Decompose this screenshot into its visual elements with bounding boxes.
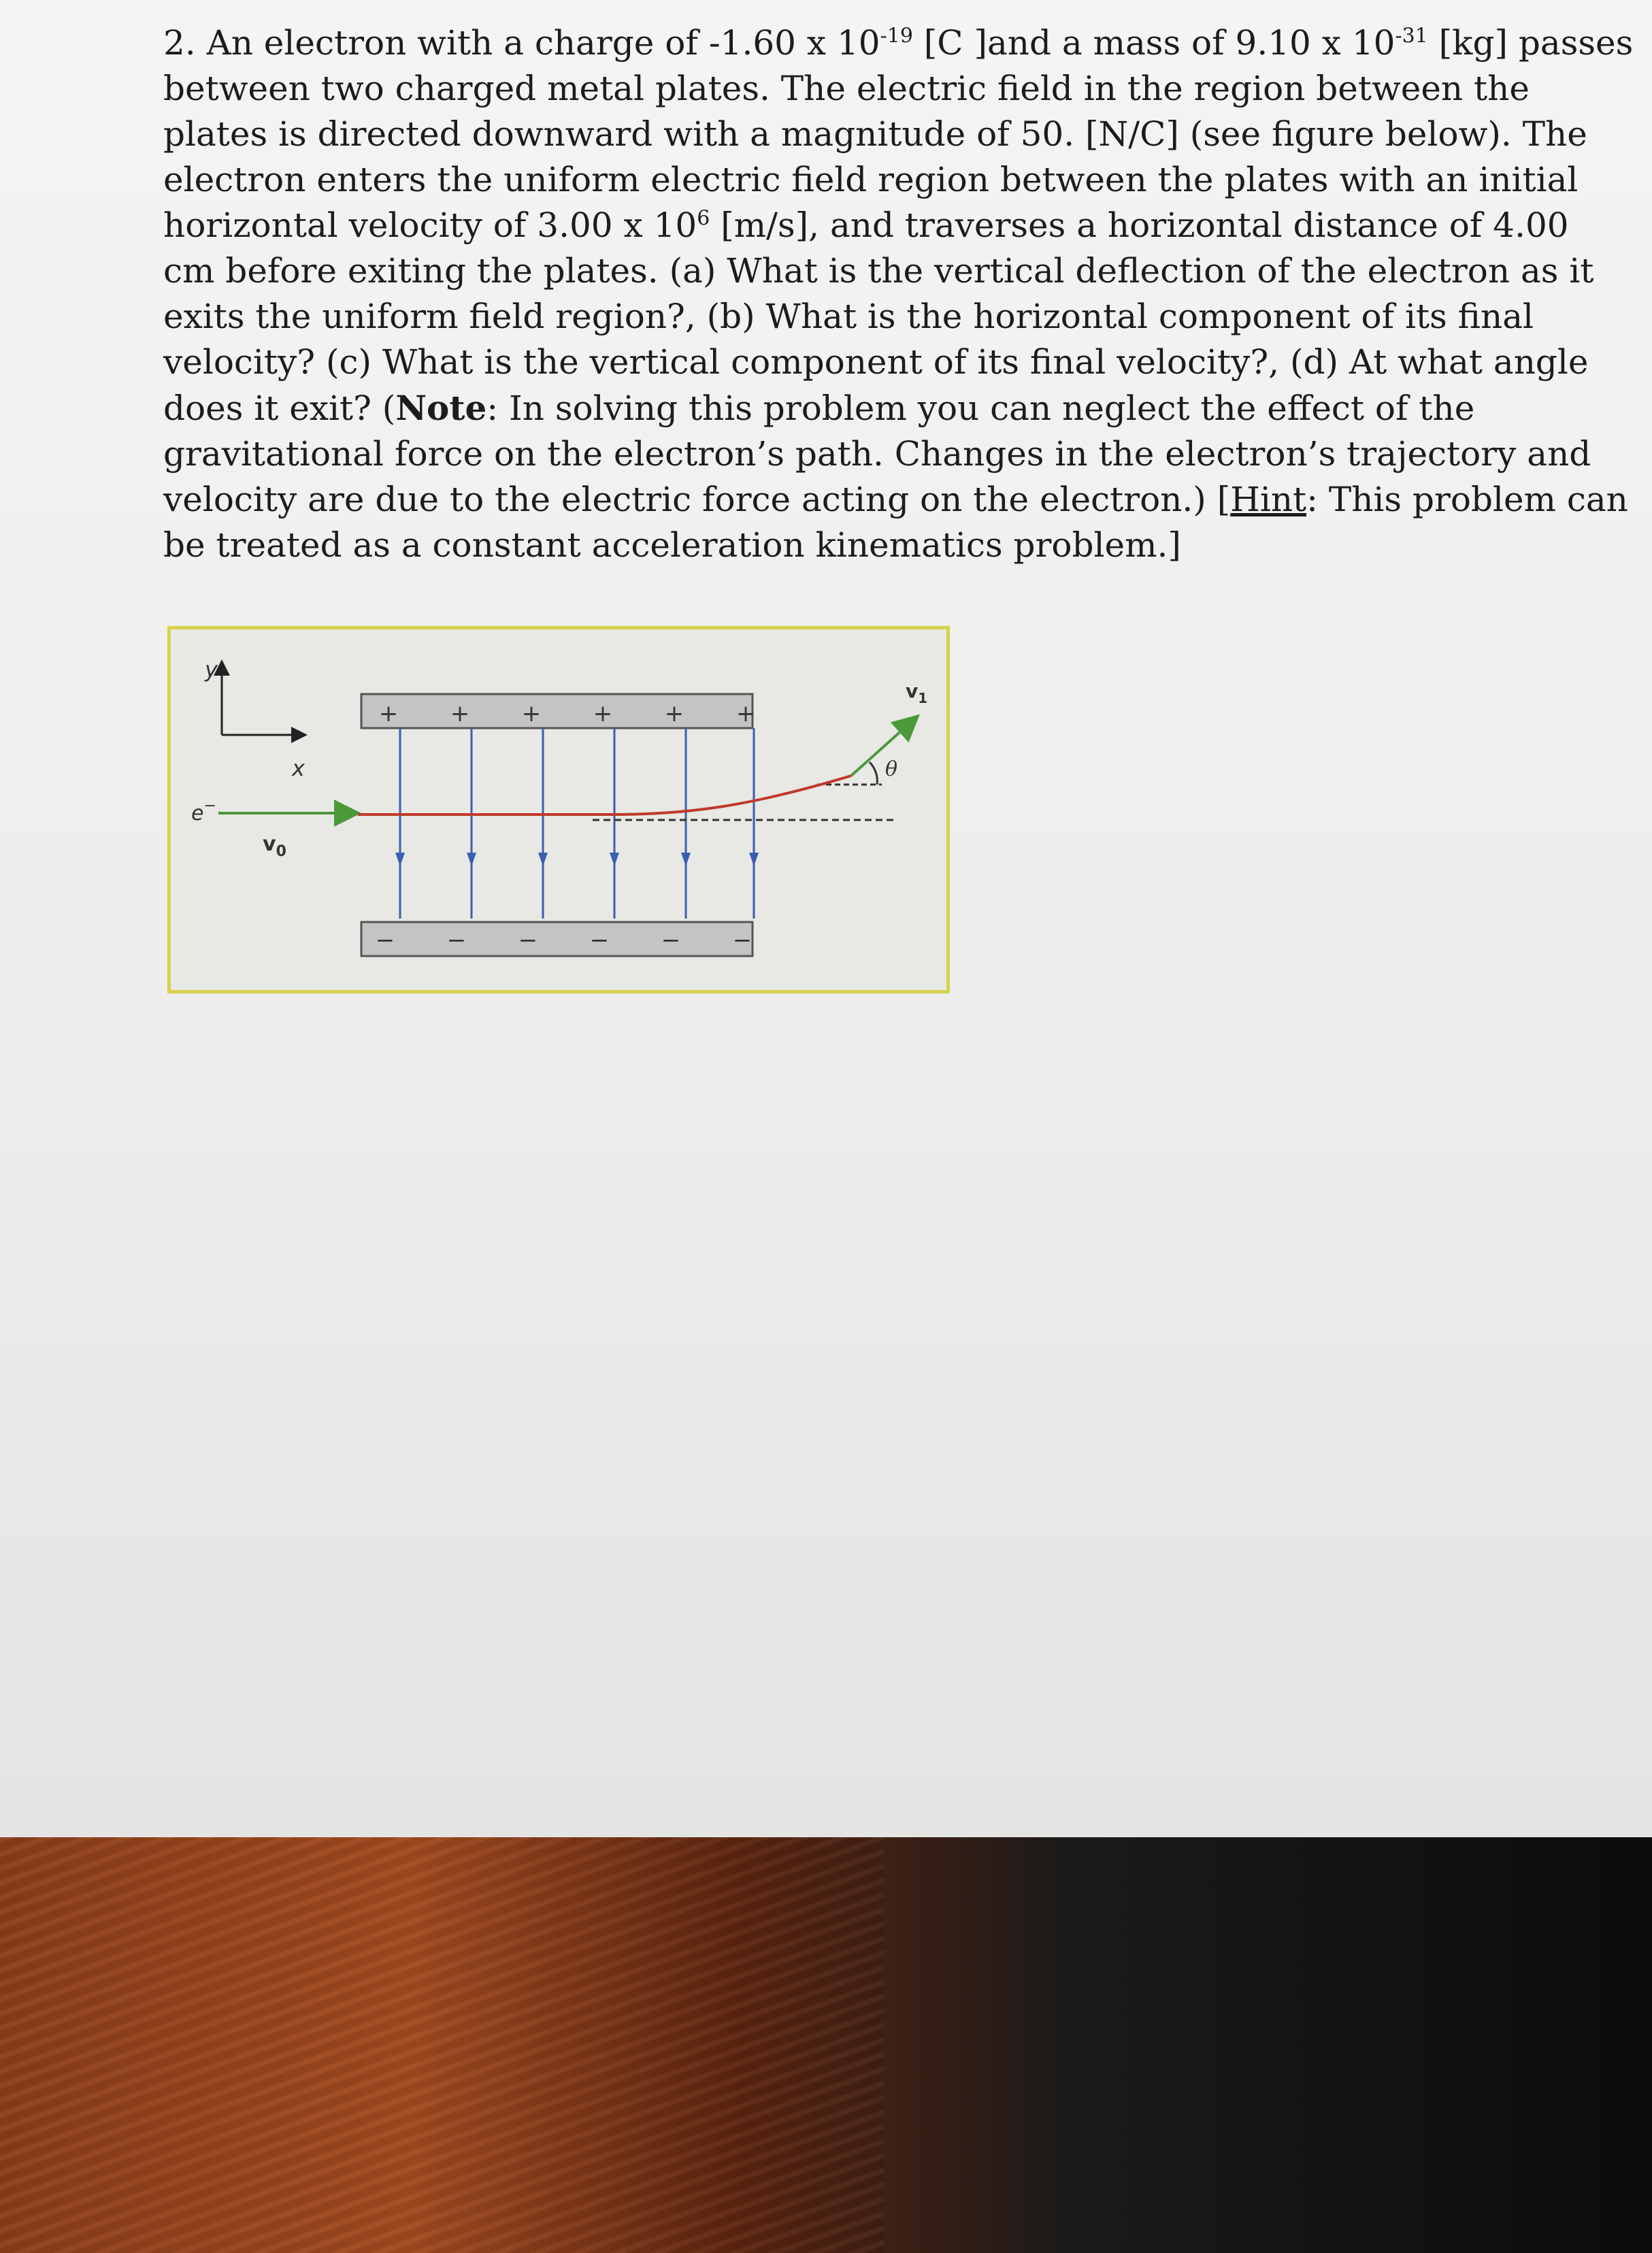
plus-sign: + [736,700,756,727]
field-arrowhead [467,853,476,866]
problem-line: electron enters the uniform electric field region between the plates with an initial [163,160,1579,199]
minus-sign: − [589,927,610,954]
minus-sign: − [446,927,467,954]
field-arrowhead [538,853,548,866]
minus-sign: − [518,927,538,954]
positive-plate [361,694,753,728]
electron-label: e− [191,797,216,825]
x-axis-label: x [292,755,305,781]
figure-diagram [171,629,946,990]
minus-sign: − [375,927,395,954]
desk-wood-grain [0,1837,885,2253]
problem-line: be treated as a constant acceleration kinematics problem.] [163,525,1181,565]
plus-sign: + [521,700,542,727]
problem-line: cm before exiting the plates. (a) What is the vertical deflection of the electron as it [163,251,1594,291]
electron-trajectory [358,776,851,815]
minus-sign: − [661,927,681,954]
problem-line: gravitational force on the electron’s path. Changes in the electron’s trajectory and [163,434,1591,474]
theta-label: θ [885,757,898,781]
problem-line: between two charged metal plates. The electric field in the region between the [163,69,1530,108]
problem-text [163,20,1634,568]
problem-line: velocity are due to the electric force acting on the electron.) [Hint: This problem can [163,480,1628,519]
field-arrowhead [395,853,405,866]
problem-line: exits the uniform field region?, (b) What is the horizontal component of its final [163,297,1534,336]
problem-line: plates is directed downward with a magnitude of 50. [N/C] (see figure below). The [163,114,1587,154]
negative-plate [361,922,753,956]
field-arrowhead [681,853,691,866]
problem-line: does it exit? (Note: In solving this problem you can neglect the effect of the [163,388,1475,428]
plus-sign: + [593,700,613,727]
problem-line: horizontal velocity of 3.00 x $10^6$ [m/s], and traverses a horizontal distance of 4.00 [163,205,1569,245]
figure-panel [167,626,950,993]
v1-arrow [851,718,916,776]
field-arrowhead [749,853,759,866]
plus-sign: + [450,700,470,727]
problem-line: 2. An electron with a charge of -1.60 x $10^{-19}$ [C ]and a mass of 9.10 x $10^{-31}$ [kg] passes [163,23,1634,63]
plus-sign: + [378,700,399,727]
minus-sign: − [732,927,753,954]
v1-label: $v_1$ [906,680,928,706]
field-arrowhead [610,853,619,866]
v0-label: $v_0$ [263,832,286,860]
plus-sign: + [664,700,684,727]
problem-line: velocity? (c) What is the vertical component of its final velocity?, (d) At what angle [163,342,1589,382]
y-axis-label: y [205,657,218,683]
angle-arc [870,762,877,785]
